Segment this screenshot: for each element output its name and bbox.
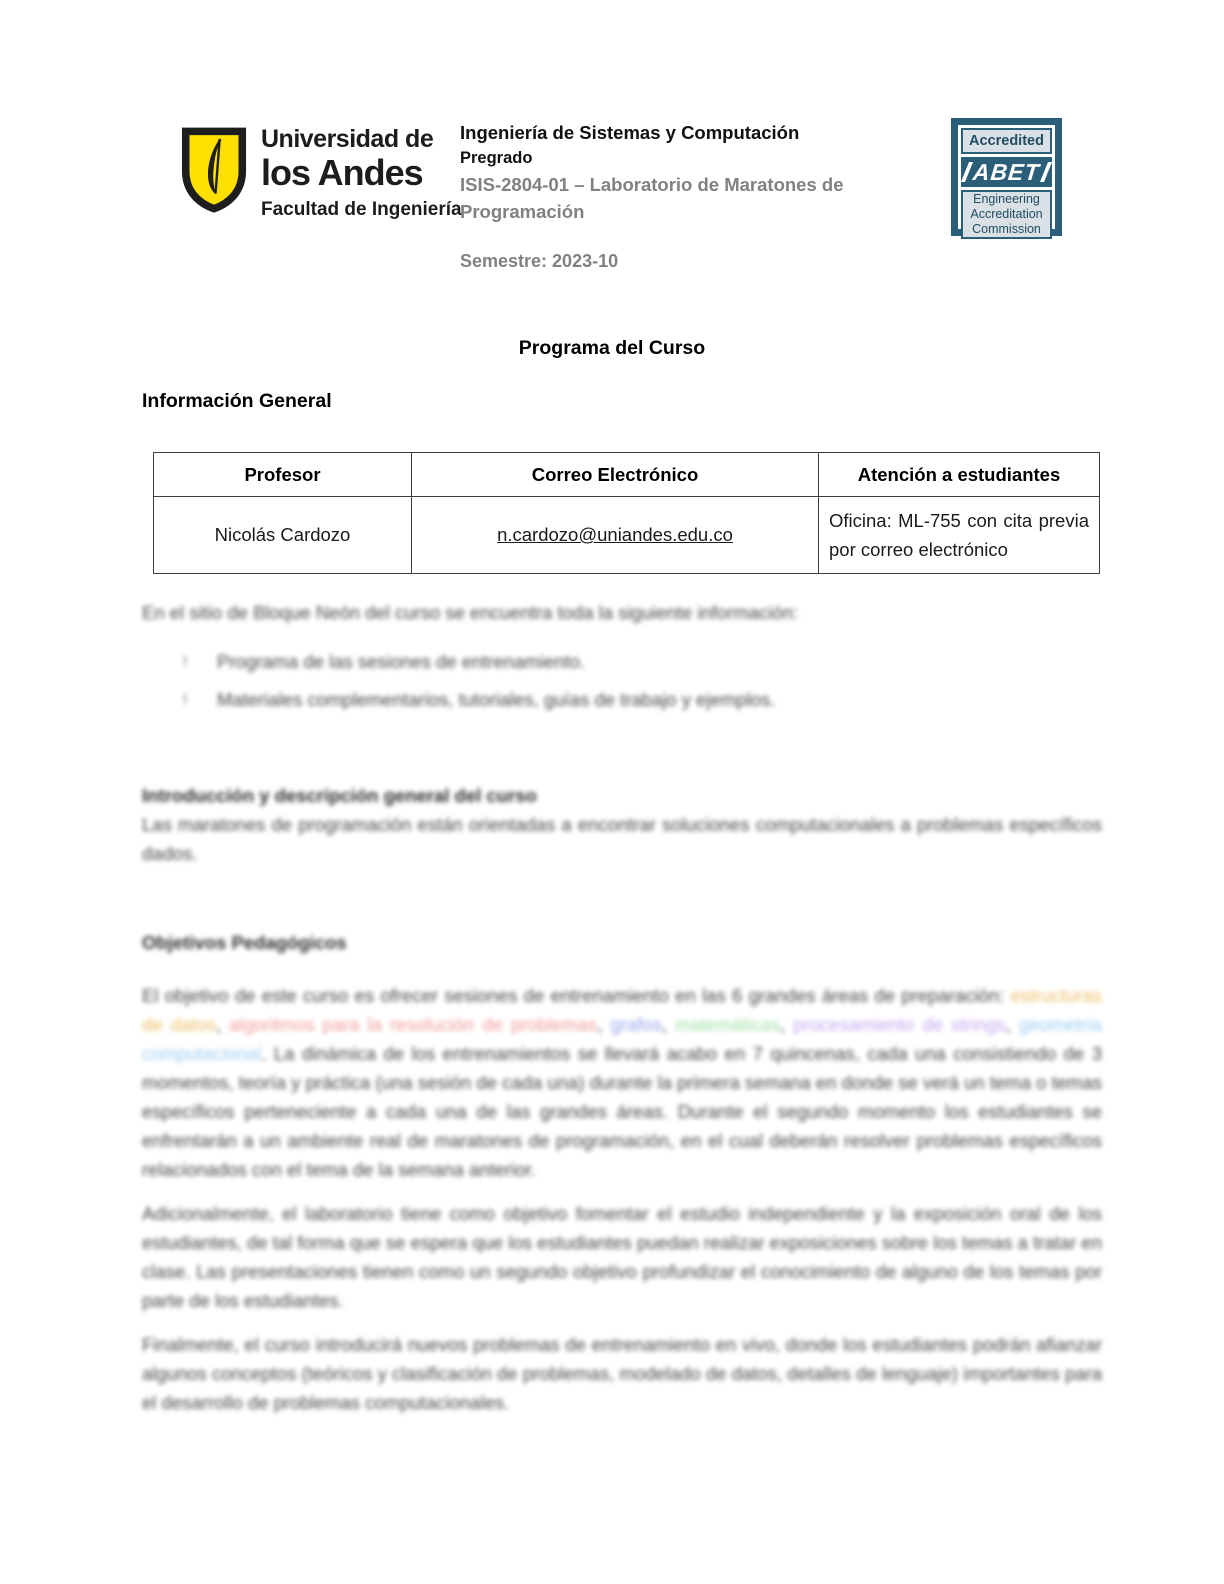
site-contents-list [183, 643, 1083, 719]
department-name: Ingeniería de Sistemas y Computación [460, 122, 800, 143]
table-row [154, 497, 1100, 574]
office-hours-cell: Oficina: ML-755 con cita previa por correo electrónico [819, 497, 1100, 574]
list-item-text: Materiales complementarios, tutoriales, guías de trabajo y ejemplos. [217, 689, 776, 710]
abet-commission-line2: Accreditation [970, 207, 1043, 221]
course-code-title: ISIS-2804-01 – Laboratorio de Maratones de Programación [460, 174, 844, 222]
topic-separator: , [215, 1014, 230, 1035]
general-info-table [153, 452, 1100, 574]
list-item [183, 643, 1083, 681]
faculty-name: Facultad de Ingeniería [261, 199, 462, 220]
topic-4: matemáticas [675, 1014, 780, 1035]
course-header [460, 120, 900, 272]
abet-accredited-label: Accredited [961, 128, 1052, 154]
objectives-paragraph-2: Adicionalmente, el laboratorio tiene como objetivo fomentar el estudio independiente y la exposición oral de los estudiantes, de tal forma que se espera que los estudiantes puedan realizar exposiciones sobre los temas a tratar en clase. Las presentaciones tienen como un segundo objetivo profundizar el conocimiento de alguno de los temas por parte de los estudiantes. [142, 1203, 1102, 1311]
topic-1: estructuras de datos [142, 985, 1102, 1035]
university-name-line1: Universidad de [261, 125, 434, 153]
section-heading-informacion-general: Información General [142, 390, 332, 412]
abet-slash-icon [1040, 162, 1052, 182]
list-item-text: Programa de las sesiones de entrenamiento. [217, 651, 586, 672]
column-header-correo: Correo Electrónico [412, 453, 819, 497]
objectives-section-heading: Objetivos Pedagógicos [142, 932, 347, 953]
uniandes-shield-icon [181, 127, 247, 213]
objectives-paragraph-1-start: El objetivo de este curso es ofrecer sesiones de entrenamiento en las 6 grandes áreas de preparación: [142, 985, 1011, 1006]
semester-label: Semestre: 2023-10 [460, 251, 619, 271]
professor-email-cell [412, 497, 819, 574]
bullet-icon: ! [183, 691, 188, 708]
abet-logo [961, 157, 1052, 187]
topic-separator: , [779, 1014, 794, 1035]
abet-commission-line3: Commission [972, 222, 1041, 236]
abet-commission-label [961, 190, 1052, 239]
bullet-icon: ! [183, 653, 188, 670]
abet-commission-line1: Engineering [973, 192, 1040, 206]
intro-paragraph: Las maratones de programación están orientadas a encontrar soluciones computacionales a problemas específicos dados. [142, 814, 1102, 864]
site-intro-paragraph: En el sitio de Bloque Neón del curso se encuentra toda la siguiente información: [142, 602, 799, 623]
intro-section-heading: Introducción y descripción general del curso [142, 785, 537, 806]
professor-name-cell: Nicolás Cardozo [154, 497, 412, 574]
objectives-paragraph-3: Finalmente, el curso introducirá nuevos problemas de entrenamiento en vivo, donde los estudiantes podrán afianzar algunos conceptos (teóricos y clasificación de problemas, modelado de datos, detalles de lenguaje) importantes para el desarrollo de problemas computacionales. [142, 1334, 1102, 1413]
university-name-block [261, 127, 462, 219]
professor-email-link[interactable]: n.cardozo@uniandes.edu.co [497, 524, 733, 545]
university-name-line2: los Andes [261, 152, 423, 193]
column-header-profesor: Profesor [154, 453, 412, 497]
objectives-paragraph-1-rest: . La dinámica de los entrenamientos se llevará acabo en 7 quincenas, cada una consistiendo de 3 momentos, teoría y práctica (una sesión de cada una) durante la primera semana en donde se verá un tema o temas específicos perteneciente a cada una de las grandes áreas. Durante el segundo momento los estudiantes se enfrentarán a un ambiente real de maratones de programación, en el cual deberán resolver problemas específicos relacionados con el tema de la semana anterior. [142, 1043, 1102, 1180]
table-header-row [154, 453, 1100, 497]
topic-2: algoritmos para la resolución de problemas [229, 1014, 598, 1035]
topic-5: procesamiento de strings [793, 1014, 1006, 1035]
topic-3: grafos [610, 1014, 662, 1035]
list-item [183, 681, 1083, 719]
abet-accreditation-badge [951, 118, 1062, 236]
university-logo [181, 127, 462, 219]
abet-logo-text: ABET [971, 158, 1042, 185]
program-level: Pregrado [460, 149, 533, 167]
page-title: Programa del Curso [518, 337, 706, 359]
column-header-atencion: Atención a estudiantes [819, 453, 1100, 497]
topic-6: geometría computacional [142, 1014, 1102, 1064]
topic-separator: , [597, 1014, 611, 1035]
topic-separator: , [1005, 1014, 1019, 1035]
topic-separator: , [661, 1014, 675, 1035]
objectives-paragraph-1 [142, 981, 1102, 1184]
